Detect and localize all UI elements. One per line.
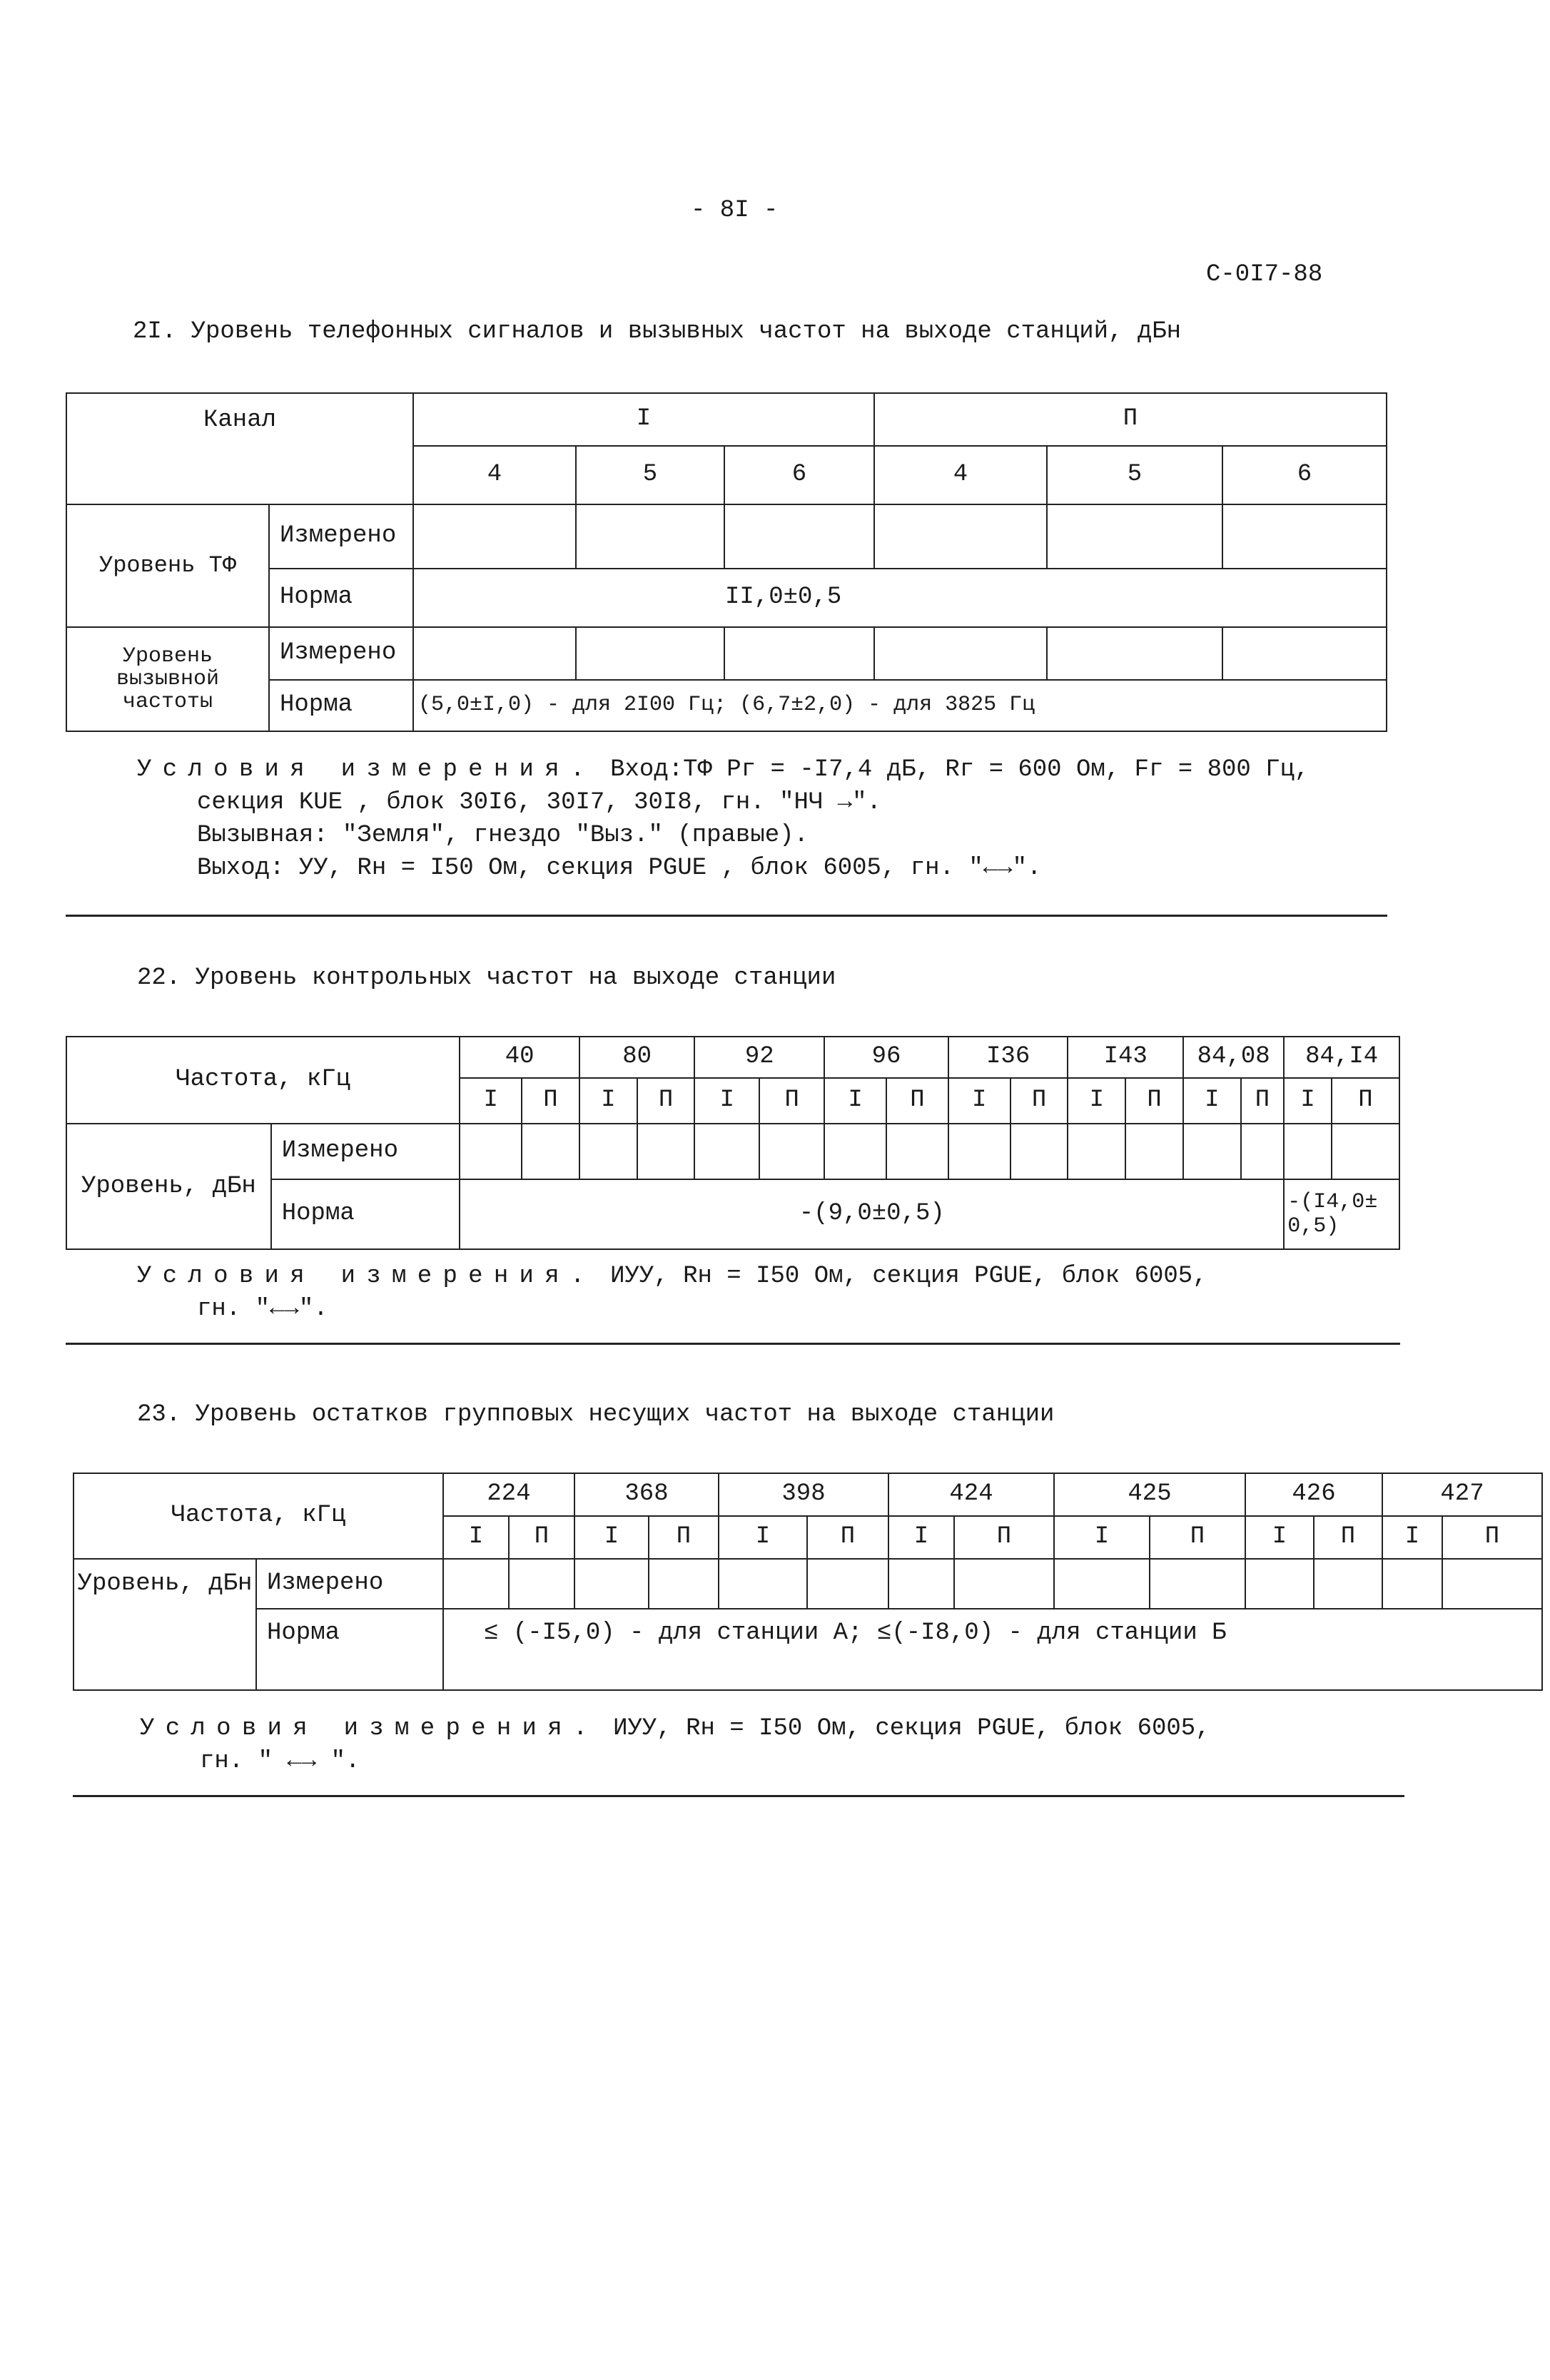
freq-header: 426	[1245, 1473, 1382, 1516]
conditions-line: Выход: УУ, Rн = I50 Ом, секция PGUE , блок 6005, гн. "←→".	[197, 855, 1042, 882]
conditions-lead: Условия измерения.	[140, 1715, 599, 1742]
data-cell	[886, 1124, 948, 1179]
sub-label: I	[574, 1516, 649, 1559]
sub-label: I	[579, 1078, 637, 1124]
table-23	[73, 1473, 1543, 1691]
norm-value-last: -(I4,0± 0,5)	[1284, 1179, 1399, 1249]
data-cell	[1047, 504, 1222, 569]
conditions-lead: Условия измерения.	[137, 1263, 596, 1290]
data-cell	[443, 1559, 509, 1609]
sub-header: 5	[1047, 446, 1222, 504]
sub-label: I	[1054, 1516, 1150, 1559]
data-cell	[460, 1124, 522, 1179]
data-cell	[1442, 1559, 1542, 1609]
conditions-lead: Условия измерения.	[137, 756, 596, 783]
sub-label: I	[719, 1516, 807, 1559]
norm-label: Норма	[256, 1609, 443, 1690]
sub-label: П	[509, 1516, 574, 1559]
data-cell	[759, 1124, 824, 1179]
sub-label: I	[888, 1516, 954, 1559]
data-cell	[719, 1559, 807, 1609]
sub-label: П	[954, 1516, 1054, 1559]
header-group-1: I	[413, 393, 874, 446]
data-cell	[1010, 1124, 1068, 1179]
data-cell	[649, 1559, 719, 1609]
conditions-22	[137, 1260, 1207, 1326]
conditions-line: секция KUE , блок 30I6, 30I7, 30I8, гн. "НЧ →".	[197, 789, 881, 816]
data-cell	[694, 1124, 759, 1179]
freq-header: 96	[824, 1037, 948, 1078]
data-cell	[637, 1124, 695, 1179]
sub-label: I	[1183, 1078, 1241, 1124]
sub-label: П	[1314, 1516, 1382, 1559]
norm-value-call: (5,0±I,0) - для 2I00 Гц; (6,7±2,0) - для 3825 Гц	[413, 680, 1387, 731]
freq-header: 92	[694, 1037, 824, 1078]
data-cell	[888, 1559, 954, 1609]
data-cell	[824, 1124, 886, 1179]
header-group-2: П	[874, 393, 1387, 446]
sub-label: I	[1284, 1078, 1332, 1124]
sub-header: 4	[874, 446, 1047, 504]
row-label-tf: Уровень ТФ	[66, 504, 269, 627]
sub-label: П	[637, 1078, 695, 1124]
data-cell	[579, 1124, 637, 1179]
divider	[73, 1795, 1404, 1797]
sub-label: П	[1125, 1078, 1183, 1124]
sub-header: 5	[576, 446, 724, 504]
data-cell	[1054, 1559, 1150, 1609]
data-cell	[1284, 1124, 1332, 1179]
sub-label: П	[522, 1078, 579, 1124]
divider	[66, 915, 1387, 917]
data-cell	[724, 627, 874, 680]
freq-header: 40	[460, 1037, 579, 1078]
sub-label: П	[1332, 1078, 1399, 1124]
data-cell	[413, 504, 576, 569]
row-norm-label: Норма	[269, 569, 413, 627]
freq-header: I43	[1068, 1037, 1183, 1078]
conditions-line: Вызывная: "Земля", гнездо "Выз." (правые).	[197, 822, 809, 849]
sub-label: I	[1245, 1516, 1314, 1559]
freq-header: 368	[574, 1473, 719, 1516]
sub-label: I	[1382, 1516, 1442, 1559]
level-label: Уровень, дБн	[74, 1559, 256, 1690]
sub-label: П	[886, 1078, 948, 1124]
freq-header: 425	[1054, 1473, 1245, 1516]
norm-value: -(9,0±0,5)	[460, 1179, 1284, 1249]
sub-header: 6	[724, 446, 874, 504]
conditions-line: ИУУ, Rн = I50 Ом, секция PGUE, блок 6005,	[610, 1263, 1207, 1290]
header-channel: Канал	[66, 393, 413, 504]
table-22	[66, 1036, 1400, 1250]
data-cell	[1314, 1559, 1382, 1609]
data-cell	[1150, 1559, 1245, 1609]
data-cell	[948, 1124, 1010, 1179]
sub-label: П	[649, 1516, 719, 1559]
data-cell	[724, 504, 874, 569]
freq-header: 224	[443, 1473, 574, 1516]
data-cell	[574, 1559, 649, 1609]
norm-value-tf: II,0±0,5	[413, 569, 1387, 627]
data-cell	[522, 1124, 579, 1179]
freq-header: I36	[948, 1037, 1068, 1078]
data-cell	[413, 627, 576, 680]
page-number: - 8I -	[691, 197, 779, 224]
row-label-call: Уровень вызывной частоты	[66, 627, 269, 731]
conditions-line: ИУУ, Rн = I50 Ом, секция PGUE, блок 6005,	[613, 1715, 1210, 1742]
data-cell	[576, 504, 724, 569]
data-cell	[1332, 1124, 1399, 1179]
divider	[66, 1343, 1400, 1345]
freq-header: 427	[1382, 1473, 1542, 1516]
freq-label: Частота, кГц	[66, 1037, 460, 1124]
conditions-23	[140, 1712, 1210, 1778]
conditions-line: гн. " ←→ ".	[200, 1748, 360, 1775]
conditions-line: Вход:ТФ Pг = -I7,4 дБ, Rг = 600 Ом, Fг = 800 Гц,	[610, 756, 1310, 783]
data-cell	[1245, 1559, 1314, 1609]
row-norm-label: Норма	[269, 680, 413, 731]
norm-value: ≤ (-I5,0) - для станции А; ≤(-I8,0) - для станции Б	[443, 1609, 1542, 1690]
sub-label: I	[1068, 1078, 1125, 1124]
freq-header: 80	[579, 1037, 695, 1078]
data-cell	[874, 627, 1047, 680]
data-cell	[509, 1559, 574, 1609]
freq-header: 84,I4	[1284, 1037, 1399, 1078]
level-label: Уровень, дБн	[66, 1124, 271, 1249]
data-cell	[576, 627, 724, 680]
section-23-title: 23. Уровень остатков групповых несущих частот на выходе станции	[137, 1401, 1055, 1428]
sub-label: П	[807, 1516, 888, 1559]
doc-code: С-0I7-88	[1206, 261, 1323, 288]
data-cell	[954, 1559, 1054, 1609]
row-measured-label: Измерено	[269, 504, 413, 569]
freq-label: Частота, кГц	[74, 1473, 443, 1559]
data-cell	[1222, 627, 1387, 680]
data-cell	[874, 504, 1047, 569]
data-cell	[1241, 1124, 1285, 1179]
freq-header: 398	[719, 1473, 888, 1516]
data-cell	[807, 1559, 888, 1609]
row-measured-label: Измерено	[269, 627, 413, 680]
sub-label: П	[759, 1078, 824, 1124]
data-cell	[1222, 504, 1387, 569]
sub-header: 4	[413, 446, 576, 504]
section-22-title: 22. Уровень контрольных частот на выходе станции	[137, 965, 836, 992]
measured-label: Измерено	[256, 1559, 443, 1609]
conditions-21	[137, 753, 1309, 885]
norm-label: Норма	[271, 1179, 460, 1249]
conditions-line: гн. "←→".	[197, 1296, 328, 1323]
sub-label: I	[694, 1078, 759, 1124]
sub-label: I	[460, 1078, 522, 1124]
data-cell	[1382, 1559, 1442, 1609]
freq-header: 424	[888, 1473, 1054, 1516]
data-cell	[1068, 1124, 1125, 1179]
sub-label: I	[948, 1078, 1010, 1124]
sub-label: I	[824, 1078, 886, 1124]
data-cell	[1183, 1124, 1241, 1179]
table-21	[66, 392, 1387, 732]
sub-label: П	[1442, 1516, 1542, 1559]
measured-label: Измерено	[271, 1124, 460, 1179]
sub-label: I	[443, 1516, 509, 1559]
data-cell	[1047, 627, 1222, 680]
data-cell	[1125, 1124, 1183, 1179]
section-21-title: 2I. Уровень телефонных сигналов и вызывных частот на выходе станций, дБн	[133, 318, 1182, 345]
sub-label: П	[1241, 1078, 1285, 1124]
sub-label: П	[1150, 1516, 1245, 1559]
sub-label: П	[1010, 1078, 1068, 1124]
freq-header: 84,08	[1183, 1037, 1284, 1078]
sub-header: 6	[1222, 446, 1387, 504]
